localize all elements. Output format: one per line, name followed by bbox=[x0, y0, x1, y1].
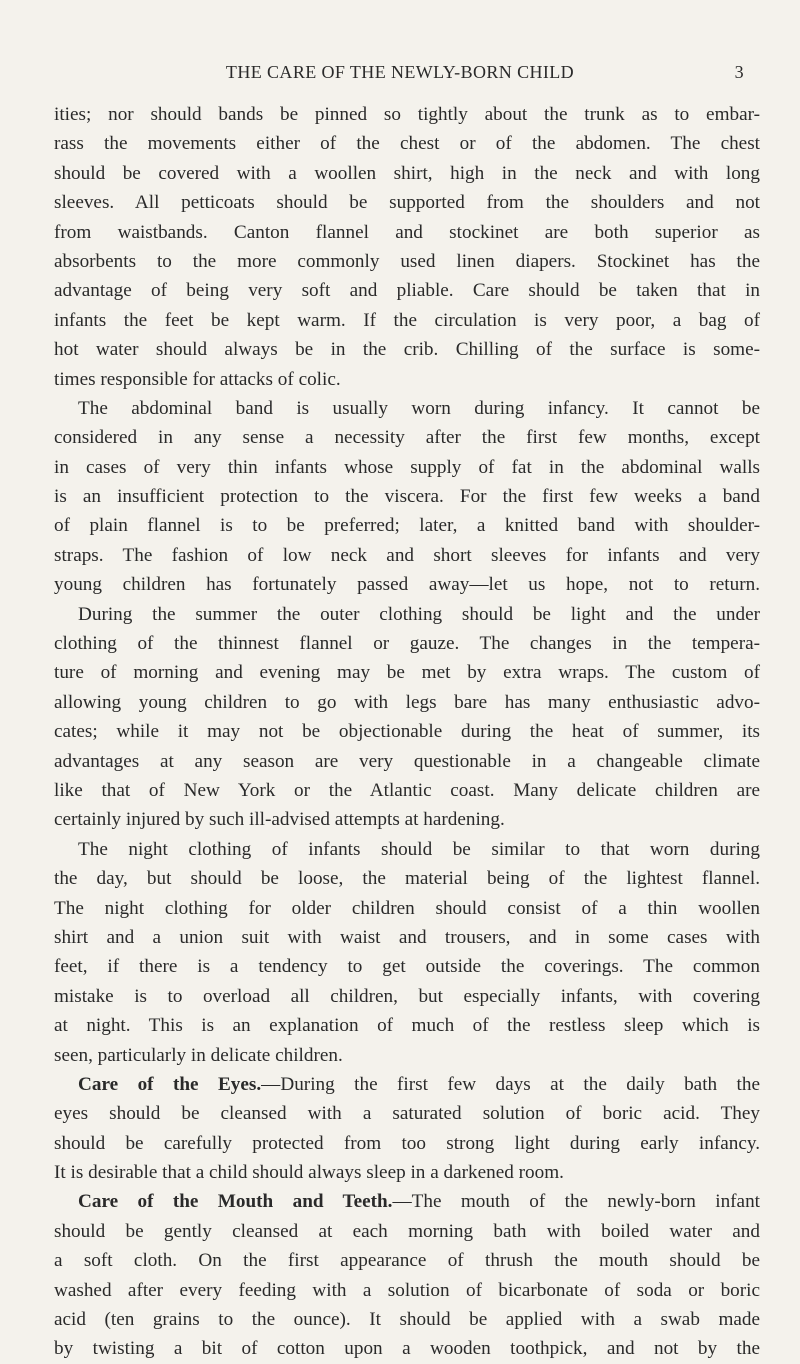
running-title: THE CARE OF THE NEWLY-BORN CHILD bbox=[225, 62, 575, 82]
text-line: certainly injured by such ill-advised attempts at hardening. bbox=[54, 809, 505, 831]
text-line: absorbents to the more commonly used linen diapers. Stockinet has the bbox=[54, 250, 760, 272]
text-line: hot water should always be in the crib. Chilling of the surface is some- bbox=[54, 339, 760, 361]
mouth-section-line bbox=[54, 1187, 760, 1216]
text-line: acid (ten grains to the ounce). It should be applied with a swab made bbox=[54, 1309, 760, 1331]
text-line: of plain flannel is to be preferred; later, a knitted band with shoulder- bbox=[54, 515, 760, 537]
text-line: washed after every feeding with a solution of bicarbonate of soda or boric bbox=[54, 1279, 760, 1301]
text-line: should be carefully protected from too strong light during early infancy. bbox=[54, 1132, 760, 1154]
text-line: ities; nor should bands be pinned so tightly about the trunk as to embar- bbox=[54, 104, 760, 125]
text-line: clothing of the thinnest flannel or gauze. The changes in the tempera- bbox=[54, 633, 760, 655]
text-line: shirt and a union suit with waist and trousers, and in some cases with bbox=[54, 926, 760, 948]
text-line: —During the first few days at the daily bath the bbox=[261, 1073, 760, 1095]
text-line: The abdominal band is usually worn during infancy. It cannot be bbox=[78, 397, 760, 419]
text-line: considered in any sense a necessity after the first few months, except bbox=[54, 427, 760, 449]
text-line: by twisting a bit of cotton upon a wooden toothpick, and not by the bbox=[54, 1338, 760, 1360]
text-line: like that of New York or the Atlantic coast. Many delicate children are bbox=[54, 779, 760, 801]
text-line: the day, but should be loose, the material being of the lightest flannel. bbox=[54, 868, 760, 890]
text-line: from waistbands. Canton flannel and stockinet are both superior as bbox=[54, 221, 760, 243]
text-line: ture of morning and evening may be met by extra wraps. The custom of bbox=[54, 662, 760, 684]
text-line: infants the feet be kept warm. If the circulation is very poor, a bag of bbox=[54, 309, 760, 331]
text-line: —The mouth of the newly-born infant bbox=[392, 1191, 760, 1213]
text-line: rass the movements either of the chest or of the abdomen. The chest bbox=[54, 133, 760, 155]
text-line: should be covered with a woollen shirt, high in the neck and with long bbox=[54, 162, 760, 184]
text-line: feet, if there is a tendency to get outside the coverings. The common bbox=[54, 956, 760, 978]
text-line: The night clothing for older children should consist of a thin woollen bbox=[54, 897, 760, 919]
text-line: a soft cloth. On the first appearance of thrush the mouth should be bbox=[54, 1250, 760, 1272]
text-line: at night. This is an explanation of much of the restless sleep which is bbox=[54, 1015, 760, 1037]
section-heading-mouth: Care of the Mouth and Teeth. bbox=[78, 1191, 393, 1213]
body-text bbox=[54, 100, 760, 1364]
text-line: The night clothing of infants should be similar to that worn during bbox=[78, 838, 760, 860]
eyes-section-line bbox=[54, 1070, 760, 1099]
running-header bbox=[96, 62, 744, 88]
text-line: eyes should be cleansed with a saturated solution of boric acid. They bbox=[54, 1103, 760, 1125]
text-line: young children has fortunately passed away—let us hope, not to return. bbox=[54, 574, 760, 596]
text-line: allowing young children to go with legs bare has many enthusiastic advo- bbox=[54, 691, 760, 713]
text-line: in cases of very thin infants whose supply of fat in the abdominal walls bbox=[54, 456, 760, 478]
text-line: advantage of being very soft and pliable. Care should be taken that in bbox=[54, 280, 760, 302]
text-line: times responsible for attacks of colic. bbox=[54, 368, 341, 390]
text-line: sleeves. All petticoats should be supported from the shoulders and not bbox=[54, 192, 760, 214]
section-heading-eyes: Care of the Eyes. bbox=[78, 1073, 262, 1095]
text-line: straps. The fashion of low neck and short sleeves for infants and very bbox=[54, 544, 760, 566]
text-line: mistake is to overload all children, but especially infants, with covering bbox=[54, 985, 760, 1007]
text-line: seen, particularly in delicate children. bbox=[54, 1044, 343, 1066]
page-number: 3 bbox=[734, 62, 744, 82]
text-line: It is desirable that a child should always sleep in a darkened room. bbox=[54, 1162, 564, 1184]
text-line: should be gently cleansed at each morning bath with boiled water and bbox=[54, 1220, 760, 1242]
text-line: advantages at any season are very questionable in a changeable climate bbox=[54, 750, 760, 772]
text-line: cates; while it may not be objectionable during the heat of summer, its bbox=[54, 721, 760, 743]
text-line: During the summer the outer clothing should be light and the under bbox=[78, 603, 760, 625]
text-line: is an insufficient protection to the viscera. For the first few weeks a band bbox=[54, 486, 760, 508]
